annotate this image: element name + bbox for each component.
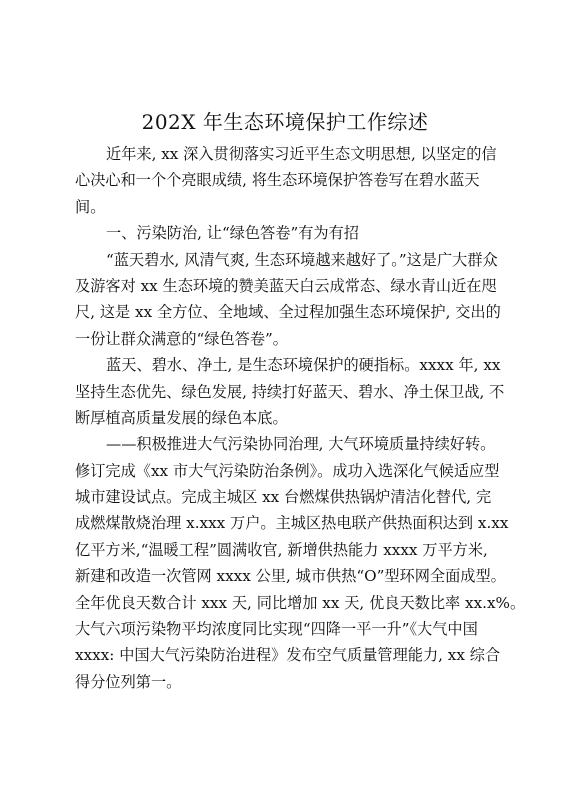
text-line: 全年优良天数合计 xxx 天, 同比增加 xx 天, 优良天数比率 xx.x%。 xyxy=(75,593,526,612)
text-line: 蓝天、碧水、净土, 是生态环境保护的硬指标。xxxx 年, xx xyxy=(106,356,501,375)
text-line: 近年来, xx 深入贯彻落实习近平生态文明思想, 以坚定的信 xyxy=(106,145,497,163)
text-line: 修订完成《xx 市大气污染防治条例》。成功入选深化气候适应型 xyxy=(75,461,500,480)
text-line: 新建和改造一次管网 xxxx 公里, 城市供热“O”型环网全面成型。 xyxy=(75,567,506,586)
text-line: “蓝天碧水, 风清气爽, 生态环境越来越好了。”这是广大群众 xyxy=(106,250,498,269)
text-line: 心决心和一个个亮眼成绩, 将生态环境保护答卷写在碧水蓝天 xyxy=(75,171,480,190)
text-line: 大气六项污染物平均浓度同比实现“四降一平一升”《大气中国 xyxy=(75,620,478,639)
text-line: 城市建设试点。完成主城区 xx 台燃煤供热锅炉清洁化替代, 完 xyxy=(75,488,492,507)
text-line: 得分位列第一。 xyxy=(75,672,182,691)
text-line: xxxx: 中国大气污染防治进程》发布空气质量管理能力, xx 综合 xyxy=(75,646,501,665)
text-line: ——积极推进大气污染协同治理, 大气环境质量持续好转。 xyxy=(106,435,496,454)
text-line: 亿平方米,“温暖工程”圆满收官, 新增供热能力 xxxx 万平方米, xyxy=(75,540,488,559)
text-line: 一份让群众满意的“绿色答卷”。 xyxy=(75,329,288,348)
text-line: 间。 xyxy=(75,197,106,216)
document-body xyxy=(75,141,526,695)
text-line: 坚持生态优先、绿色发展, 持续打好蓝天、碧水、净土保卫战, 不 xyxy=(75,382,505,401)
document-title: 202X 年生态环境保护工作综述 xyxy=(141,110,429,134)
text-line: 一、污染防治, 让“绿色答卷”有为有招 xyxy=(106,224,359,243)
text-line: 及游客对 xx 生态环境的赞美蓝天白云成常态、绿水青山近在咫 xyxy=(75,276,497,295)
text-line: 尺, 这是 xx 全方位、全地域、全过程加强生态环境保护, 交出的 xyxy=(75,303,501,322)
text-line: 成燃煤散烧治理 x.xxx 万户。主城区热电联产供热面积达到 x.xx xyxy=(75,514,509,533)
text-line: 断厚植高质量发展的绿色本底。 xyxy=(75,408,288,427)
